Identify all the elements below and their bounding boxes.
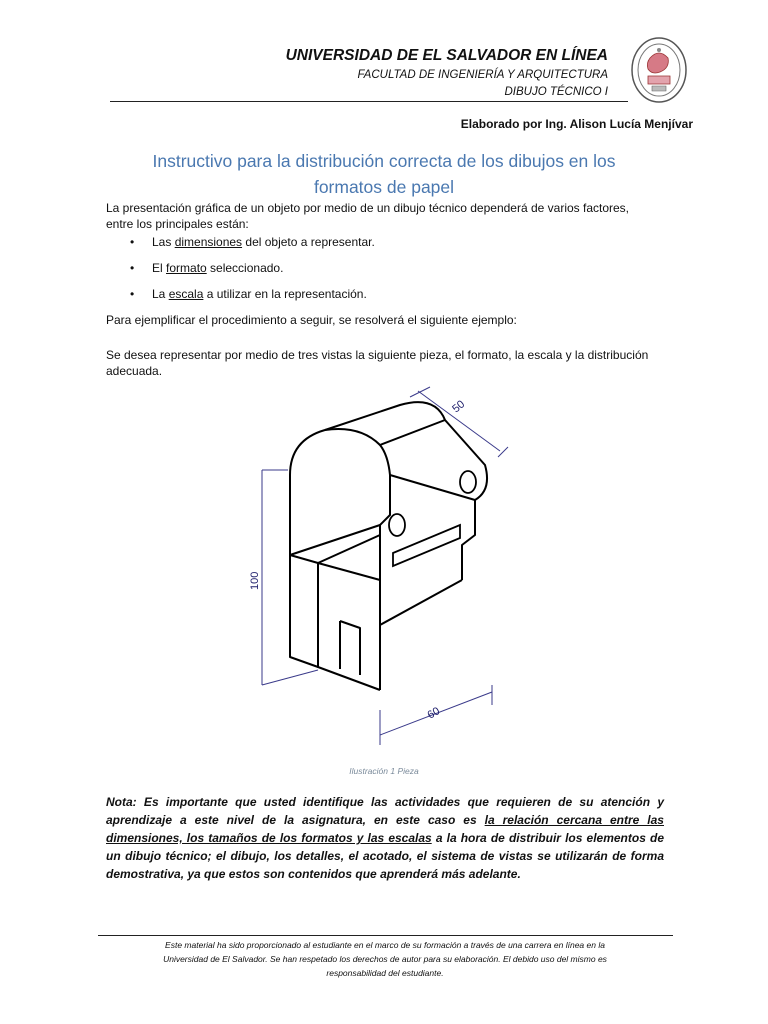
course-name: DIBUJO TÉCNICO I <box>504 86 608 98</box>
note-text: Nota: Es importante que usted identifique las actividades que requieren de su atención y aprendizaje a este nivel de la asignatura, en este caso es <box>106 795 664 827</box>
bullet-keyword: escala <box>168 287 204 301</box>
note-text: a la hora de distribuir los elementos de un dibujo técnico; el dibujo, los detalles, el acotado, el sistema de vistas se utilizarán de forma demostrativa, ya que estos son contenidos que aprenderá más adelante. <box>106 831 664 881</box>
footer-line3: responsabilidad del estudiante. <box>326 968 444 978</box>
dimension-label-top: 50 <box>450 398 468 416</box>
intro-line2: entre los principales están: <box>106 217 249 231</box>
university-seal-logo <box>630 36 688 104</box>
bullet-marker: • <box>130 287 135 301</box>
footer-line2: Universidad de El Salvador. Se han respetado los derechos de autor para su elaboración. El debido uso del mismo es <box>163 954 607 964</box>
footer-divider <box>98 935 673 936</box>
figure-caption: Ilustración 1 Pieza <box>349 766 419 776</box>
bullet-marker: • <box>130 235 135 249</box>
bullet-text: del objeto a representar. <box>242 235 375 249</box>
university-name: UNIVERSIDAD DE EL SALVADOR EN LÍNEA <box>285 47 608 64</box>
faculty-name: FACULTAD DE INGENIERÍA Y ARQUITECTURA <box>357 69 608 81</box>
list-item <box>130 287 367 301</box>
bullet-text: seleccionado. <box>206 261 284 275</box>
footer-line1: Este material ha sido proporcionado al estudiante en el marco de su formación a través de una carrera en línea en la <box>165 940 605 950</box>
list-item <box>130 235 375 249</box>
header-divider <box>110 101 628 102</box>
bullet-keyword: dimensiones <box>174 235 243 249</box>
intro-paragraph <box>106 200 666 232</box>
top-outline <box>290 402 487 500</box>
bullet-text: La <box>152 287 169 301</box>
footer-text <box>110 938 660 980</box>
bullet-text: a utilizar en la representación. <box>203 287 367 301</box>
note-paragraph <box>106 793 664 883</box>
example-intro: Para ejemplificar el procedimiento a seguir, se resolverá el siguiente ejemplo: <box>106 313 517 327</box>
task-line2: adecuada. <box>106 364 163 378</box>
bullet-keyword: formato <box>166 261 207 275</box>
hole-left <box>389 514 405 536</box>
dimension-label-bottom: 60 <box>425 705 443 722</box>
isometric-piece-drawing <box>230 385 530 760</box>
author-line: Elaborado por Ing. Alison Lucía Menjívar <box>460 117 693 131</box>
list-item <box>130 261 283 275</box>
document-title-line1: Instructivo para la distribución correcta de los dibujos en los <box>152 151 616 171</box>
hole-right <box>460 471 476 493</box>
task-line1: Se desea representar por medio de tres vistas la siguiente pieza, el formato, la escala y la distribución <box>106 348 649 362</box>
task-paragraph <box>106 347 666 379</box>
bullet-text: Las <box>152 235 175 249</box>
dimension-label-left: 100 <box>249 571 261 590</box>
document-title <box>110 148 658 200</box>
document-title-line2: formatos de papel <box>313 177 455 197</box>
intro-line1: La presentación gráfica de un objeto por medio de un dibujo técnico dependerá de varios factores, <box>106 201 630 215</box>
bullet-marker: • <box>130 261 135 275</box>
bullet-text: El <box>152 261 167 275</box>
note-emphasis: la relación cercana entre las dimensiones, los tamaños de los formatos y las escalas <box>106 813 664 845</box>
